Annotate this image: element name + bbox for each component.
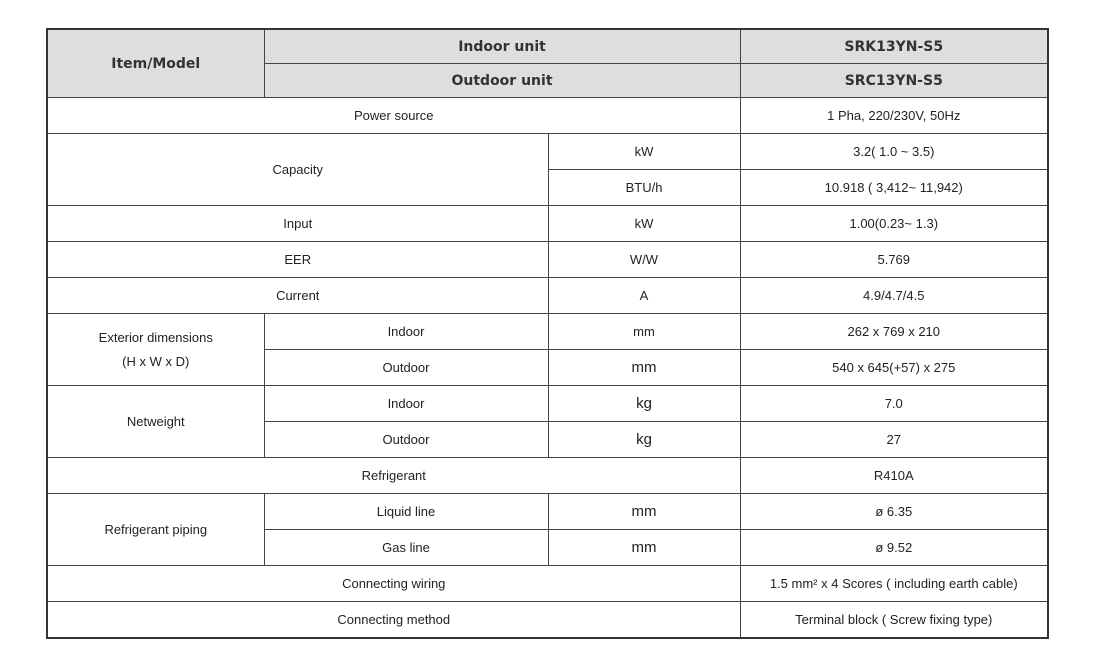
item-model-header: Item/Model: [47, 29, 264, 98]
row-value: ø 6.35: [740, 494, 1048, 530]
row-unit: mm: [548, 350, 740, 386]
table-row: [47, 386, 1048, 422]
row-value: 4.9/4.7/4.5: [740, 278, 1048, 314]
row-label: Power source: [47, 98, 740, 134]
table-row: [47, 602, 1048, 639]
table-row: [47, 134, 1048, 170]
row-unit: BTU/h: [548, 170, 740, 206]
row-sublabel: Indoor: [264, 386, 548, 422]
table-row: [47, 314, 1048, 350]
row-value: 27: [740, 422, 1048, 458]
row-label: Refrigerant: [47, 458, 740, 494]
row-value: 540 x 645(+57) x 275: [740, 350, 1048, 386]
row-label: Current: [47, 278, 548, 314]
table-row: [47, 566, 1048, 602]
row-sublabel: Liquid line: [264, 494, 548, 530]
row-label: Capacity: [47, 134, 548, 206]
row-sublabel: Gas line: [264, 530, 548, 566]
table-row: [47, 206, 1048, 242]
row-label: [47, 314, 264, 386]
label-line: Exterior dimensions: [98, 329, 213, 345]
table-row: [47, 242, 1048, 278]
row-value: 1.5 mm² x 4 Scores ( including earth cable): [740, 566, 1048, 602]
row-value: 10.918 ( 3,412~ 11,942): [740, 170, 1048, 206]
row-value: 7.0: [740, 386, 1048, 422]
table-row: [47, 458, 1048, 494]
row-unit: A: [548, 278, 740, 314]
row-value: 1 Pha, 220/230V, 50Hz: [740, 98, 1048, 134]
row-unit: mm: [548, 530, 740, 566]
row-label: EER: [47, 242, 548, 278]
indoor-model: SRK13YN-S5: [740, 29, 1048, 64]
table-row: [47, 98, 1048, 134]
row-unit: kg: [548, 422, 740, 458]
outdoor-unit-header: Outdoor unit: [264, 64, 740, 98]
row-unit: kW: [548, 134, 740, 170]
row-label: Connecting method: [47, 602, 740, 639]
row-sublabel: Indoor: [264, 314, 548, 350]
row-value: 5.769: [740, 242, 1048, 278]
row-label: Refrigerant piping: [47, 494, 264, 566]
row-sublabel: Outdoor: [264, 422, 548, 458]
row-unit: kW: [548, 206, 740, 242]
row-label: Connecting wiring: [47, 566, 740, 602]
row-value: 262 x 769 x 210: [740, 314, 1048, 350]
row-value: Terminal block ( Screw fixing type): [740, 602, 1048, 639]
row-value: 3.2( 1.0 ~ 3.5): [740, 134, 1048, 170]
row-unit: mm: [548, 314, 740, 350]
row-unit: W/W: [548, 242, 740, 278]
label-line: (H x W x D): [122, 353, 190, 369]
header-row-indoor: [47, 29, 1048, 64]
row-value: R410A: [740, 458, 1048, 494]
indoor-unit-header: Indoor unit: [264, 29, 740, 64]
table-row: [47, 494, 1048, 530]
row-label: Input: [47, 206, 548, 242]
row-sublabel: Outdoor: [264, 350, 548, 386]
table-row: [47, 278, 1048, 314]
spec-table: [46, 28, 1049, 639]
row-value: ø 9.52: [740, 530, 1048, 566]
row-label: Netweight: [47, 386, 264, 458]
row-value: 1.00(0.23~ 1.3): [740, 206, 1048, 242]
row-unit: mm: [548, 494, 740, 530]
outdoor-model: SRC13YN-S5: [740, 64, 1048, 98]
row-unit: kg: [548, 386, 740, 422]
